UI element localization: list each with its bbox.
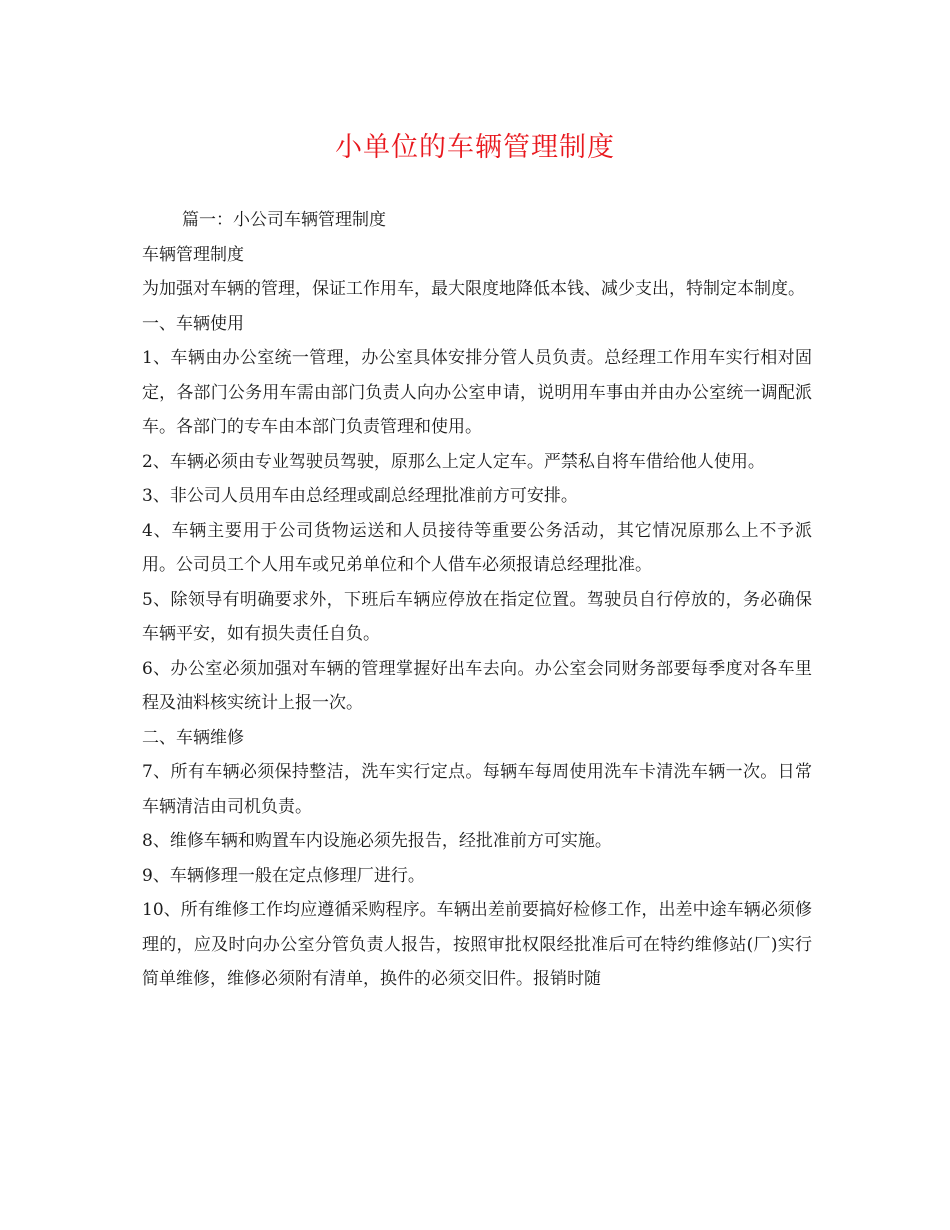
paragraph-purpose: 为加强对车辆的管理，保证工作用车，最大限度地降低本钱、减少支出，特制定本制度。: [142, 279, 805, 299]
document-body: [142, 203, 812, 997]
clause-7: 7、所有车辆必须保持整洁，洗车实行定点。每辆车每周使用洗车卡清洗车辆一次。日常车辆清洁由司机负责。: [142, 762, 812, 817]
clause-4: 4、车辆主要用于公司货物运送和人员接待等重要公务活动，其它情况原那么上不予派用。公司员工个人用车或兄弟单位和个人借车必须报请总经理批准。: [142, 520, 812, 575]
subtitle-vehicle-management: 车辆管理制度: [142, 244, 244, 265]
clause-1: 1、车辆由办公室统一管理，办公室具体安排分管人员负责。总经理工作用车实行相对固定，各部门公务用车需由部门负责人向办公室申请，说明用车事由并由办公室统一调配派车。各部门的专车由本部门负责管理和使用。: [142, 348, 812, 437]
clause-2: 2、车辆必须由专业驾驶员驾驶，原那么上定人定车。严禁私自将车借给他人使用。: [142, 451, 765, 472]
clause-5: 5、除领导有明确要求外，下班后车辆应停放在指定位置。驾驶员自行停放的，务必确保车辆平安，如有损失责任自负。: [142, 589, 812, 644]
clause-10: 10、所有维修工作均应遵循采购程序。车辆出差前要搞好检修工作，出差中途车辆必须修理的，应及时向办公室分管负责人报告，按照审批权限经批准后可在特约维修站(厂)实行简单维修，维修必须附有清单，换件的必须交旧件。报销时随: [142, 900, 812, 989]
clause-3: 3、非公司人员用车由总经理或副总经理批准前方可安排。: [142, 486, 578, 506]
section-heading-vehicle-repair: 二、车辆维修: [142, 727, 244, 748]
section-heading-part-one: 篇一：小公司车辆管理制度: [182, 210, 386, 230]
document-title: 小单位的车辆管理制度: [335, 132, 615, 163]
section-heading-vehicle-use: 一、车辆使用: [142, 313, 244, 334]
clause-6: 6、办公室必须加强对车辆的管理掌握好出车去向。办公室会同财务部要每季度对各车里程及油料核实统计上报一次。: [142, 658, 812, 713]
clause-8: 8、维修车辆和购置车内设施必须先报告，经批准前方可实施。: [142, 831, 612, 851]
clause-9: 9、车辆修理一般在定点修理厂进行。: [142, 865, 425, 886]
